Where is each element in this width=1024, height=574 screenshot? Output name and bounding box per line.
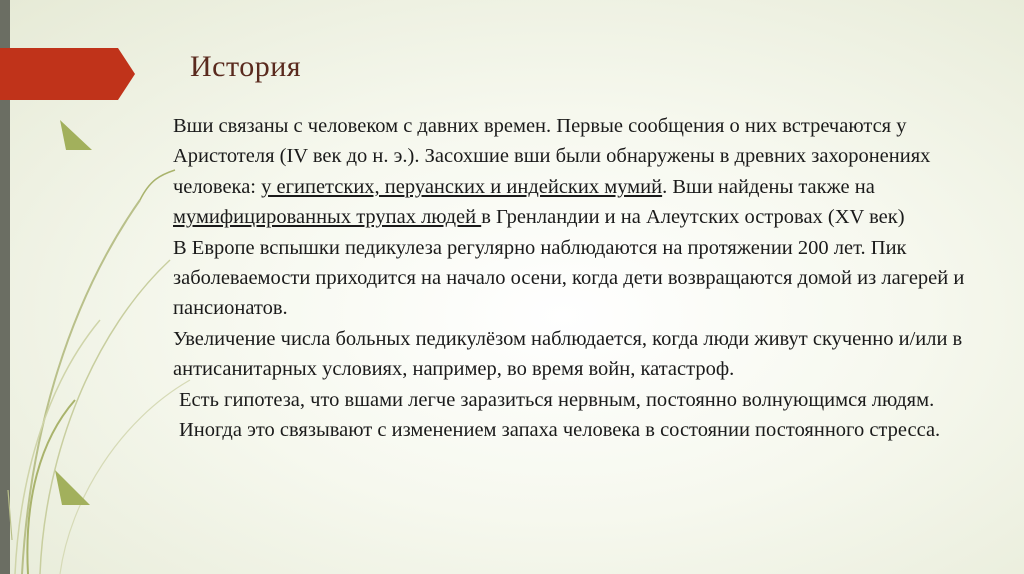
slide-body <box>113 111 988 445</box>
slide-title: История <box>190 50 302 83</box>
text: в Гренландии и на Алеутских островах (XV век) <box>481 206 905 229</box>
link-mummified-bodies[interactable]: мумифицированных трупах людей <box>173 206 482 229</box>
paragraph-3: Увеличение числа больных педикулёзом наблюдается, когда люди живут скученно и/или в антисанитарных условиях, например, во время войн, катастроф. <box>173 327 963 381</box>
leaf-icon <box>55 470 90 505</box>
leaf-icon <box>60 120 92 150</box>
text: . Вши найдены также на <box>662 175 875 198</box>
paragraph-1 <box>113 111 988 233</box>
text: Вши связаны с человеком с давних времен. Первые сообщения о них встречаются у Аристотеля (IV век до н. э.). Засохшие вши были обнаружены в древних захоронениях человека: <box>173 115 931 198</box>
title-banner <box>0 48 135 100</box>
paragraph-4: Есть гипотеза, что вшами легче заразиться нервным, постоянно волнующимся людям. Иногда это связывают с изменением запаха человека в состоянии постоянного стресса. <box>179 388 941 442</box>
link-mummies[interactable]: у египетских, перуанских и индейских мумий <box>261 175 663 198</box>
paragraph-2: В Европе вспышки педикулеза регулярно наблюдаются на протяжении 200 лет. Пик заболеваемости приходится на начало осени, когда дети возвращаются домой из лагерей и пансионатов. <box>173 236 965 320</box>
